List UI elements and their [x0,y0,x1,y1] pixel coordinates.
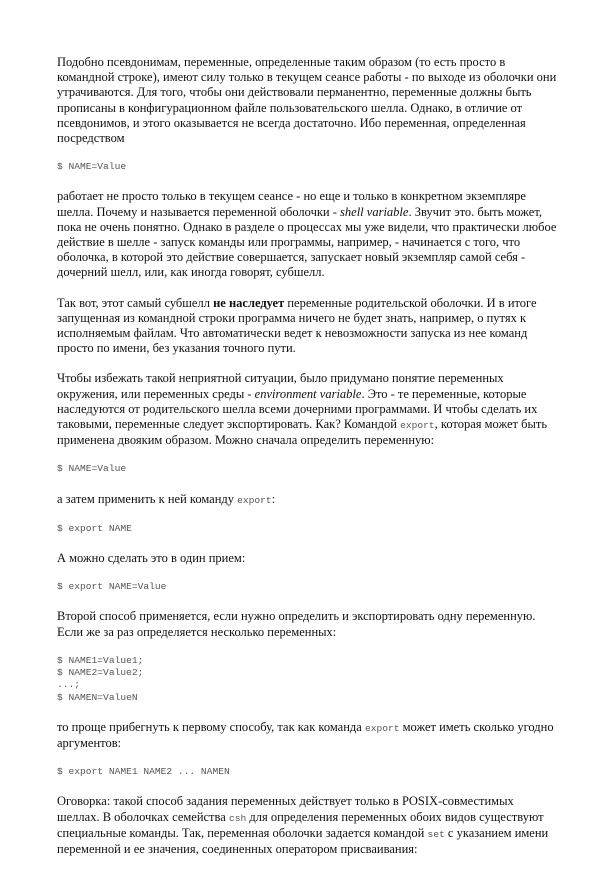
code-block-4: $ export NAME=Value [57,581,167,593]
paragraph-7: Второй способ применяется, если нужно определить и экспортировать одну переменную. Если же за раз определяется несколько переменных: [57,609,536,639]
paragraph-1: Подобно псевдонимам, переменные, определенные таким образом (то есть просто в командной строке), имеют силу только в текущем сеансе работы - по выходе из оболочки они утрачиваются. Для того, чтобы они действовали перманентно, переменные должны быть прописаны в конфигурационном файле пользовательского шелла. Однако, в отличие от псевдонимов, и этого оказывается не всегда достаточно. Ибо переменная, определенная посредством [57,55,557,146]
paragraph-3: Так вот, этот самый субшелл не наследует переменные родительской оболочки. И в итоге запущенная из командной строки программа ничего не будет знать, например, о путях к исполняемым файлам. Что автоматически ведет к невозможности запуска из нее команд просто по имени, без указания точного пути. [57,295,537,356]
emphasis-not-inherit: не наследует [213,295,285,310]
paragraph-6: А можно сделать это в один прием: [57,551,246,566]
code-block-2: $ NAME=Value [57,463,127,475]
paragraph-5: а затем применить к ней команду export: [57,491,276,506]
inline-code-export: export [364,722,400,734]
code-block-1: $ NAME=Value [57,161,127,173]
code-block-6: $ export NAME1 NAME2 ... NAMEN [57,766,230,778]
paragraph-2: работает не просто только в текущем сеансе - но еще и только в конкретном экземпляре шелла. Почему и называется переменной оболочки - shell variable. Звучит это. быть может, пока не очень понятно. Однако в разделе о процессах мы уже видели, что практически любое действие в шелле - запуск команды или программы, например, - начинается с того, что оболочка, в которой это действие совершается, запускает новый экземпляр самой себя - дочерний шелл, или, как иногда говорят, субшелл. [57,189,557,280]
paragraph-9: Оговорка: такой способ задания переменных действует только в POSIX-совместимых шеллах. В оболочках семейства csh для определения переменных обоих видов существуют специальные команды. Так, переменная оболочки задается командой set с указанием имени переменной и ее значения, соединенных оператором присваивания: [57,794,549,856]
paragraph-8: то проще прибегнуть к первому способу, так как команда export может иметь сколько угодно аргументов: [57,719,554,750]
document-page [57,55,557,872]
term-shell-variable: shell variable [340,204,409,219]
term-environment-variable: environment variable [254,386,362,401]
paragraph-4: Чтобы избежать такой неприятной ситуации, было придумано понятие переменных окружения, или переменных среды - environment variable. Это - те переменные, которые наследуются от родительского шелла всеми дочерними программами. И чтобы сделать их таковыми, переменные следует экспортировать. Как? Командой export, которая может быть применена двояким образом. Можно сначала определить переменную: [57,371,548,448]
inline-code-csh: csh [228,812,247,824]
inline-code-export: export [400,420,435,432]
code-block-3: $ export NAME [57,522,132,534]
code-block-5: $ NAME1=Value1; $ NAME2=Value2; ...; $ NAMEN=ValueN [57,654,144,703]
inline-code-set: set [427,828,445,840]
inline-code-export: export [237,494,272,506]
